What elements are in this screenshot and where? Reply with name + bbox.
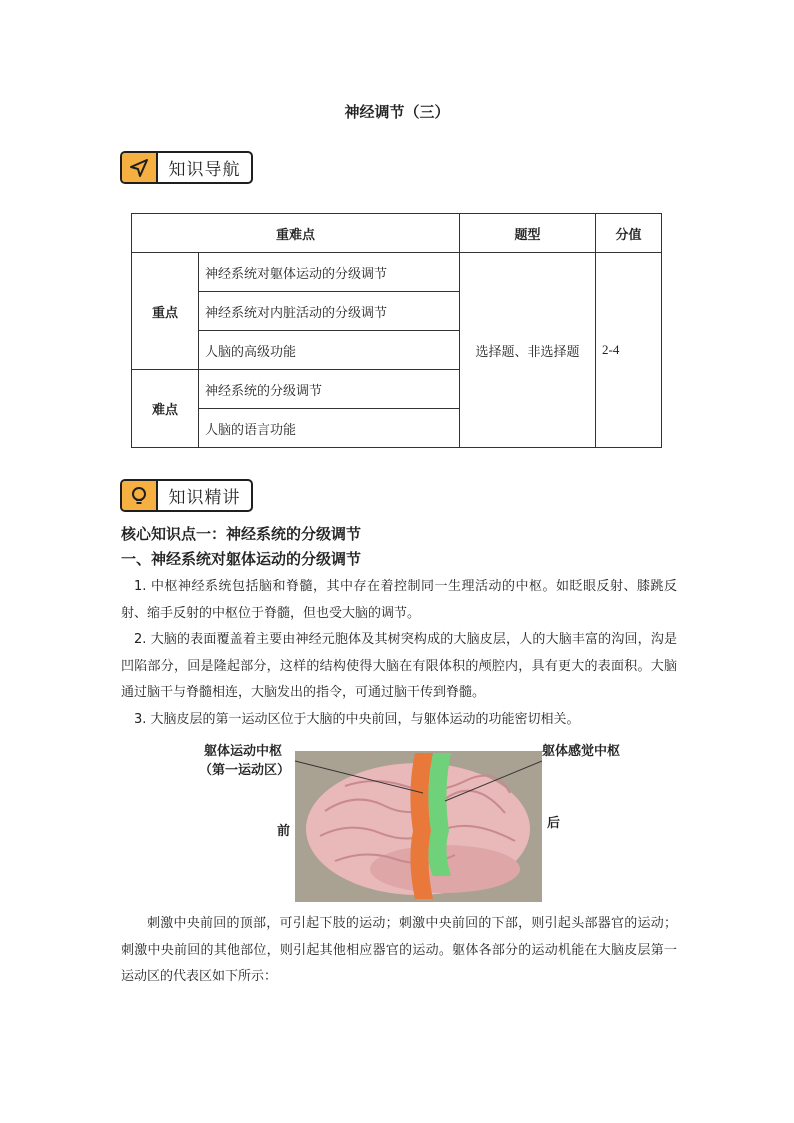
label-motor-sub: （第一运动区）: [199, 763, 291, 778]
paragraph: 1. 中枢神经系统包括脑和脊髓，其中存在着控制同一生理活动的中枢。如眨眼反射、膝跳反射、缩手反射的中枢位于脊髓，但也受大脑的调节。: [121, 579, 677, 621]
paragraph: 2. 大脑的表面覆盖着主要由神经元胞体及其树突构成的大脑皮层，人的大脑丰富的沟回，沟是凹陷部分，回是隆起部分，这样的结构使得大脑在有限体积的颅腔内，具有更大的表面积。大脑通过脑干与脊髓相连，大脑发出的指令，可通过脑干传到脊髓。: [121, 632, 677, 700]
page-title: 神经调节（三）: [344, 103, 450, 121]
brain-diagram: [295, 751, 542, 902]
paragraph: 刺激中央前回的顶部，可引起下肢的运动；刺激中央前回的下部，则引起头部器官的运动；刺激中央前回的其他部位，则引起其他相应器官的运动。躯体各部分的运动机能在大脑皮层第一运动区的代表区如下所示：: [121, 916, 677, 984]
key-point: 神经系统对内脏活动的分级调节: [199, 292, 460, 331]
difficult-point: 人脑的语言功能: [199, 409, 460, 448]
badge-label: 知识导航: [168, 160, 241, 180]
difficult-point: 神经系统的分级调节: [199, 370, 460, 409]
subsection-heading: 一、神经系统对躯体运动的分级调节: [121, 550, 362, 568]
header-key-difficult: 重难点: [132, 214, 460, 253]
label-back: 后: [547, 816, 561, 831]
label-sensory-center: 躯体感觉中枢: [542, 744, 621, 759]
paper-plane-icon: [122, 153, 158, 182]
label-front: 前: [277, 824, 291, 839]
group-key: 重点: [132, 253, 199, 370]
header-score: 分值: [596, 214, 662, 253]
lightbulb-icon: [122, 481, 158, 510]
group-difficult: 难点: [132, 370, 199, 448]
badge-label: 知识精讲: [168, 488, 241, 508]
section-heading: 核心知识点一：神经系统的分级调节: [121, 525, 362, 543]
knowledge-nav-badge: [120, 151, 253, 184]
paragraph: 3. 大脑皮层的第一运动区位于大脑的中央前回，与躯体运动的功能密切相关。: [134, 712, 580, 727]
key-point: 人脑的高级功能: [199, 331, 460, 370]
key-points-table: [131, 213, 662, 448]
score-cell: 2-4: [596, 253, 662, 448]
key-point: 神经系统对躯体运动的分级调节: [199, 253, 460, 292]
header-question-type: 题型: [460, 214, 596, 253]
label-motor-center: 躯体运动中枢: [204, 744, 283, 759]
knowledge-lecture-badge: [120, 479, 253, 512]
question-type-cell: 选择题、非选择题: [460, 253, 596, 448]
